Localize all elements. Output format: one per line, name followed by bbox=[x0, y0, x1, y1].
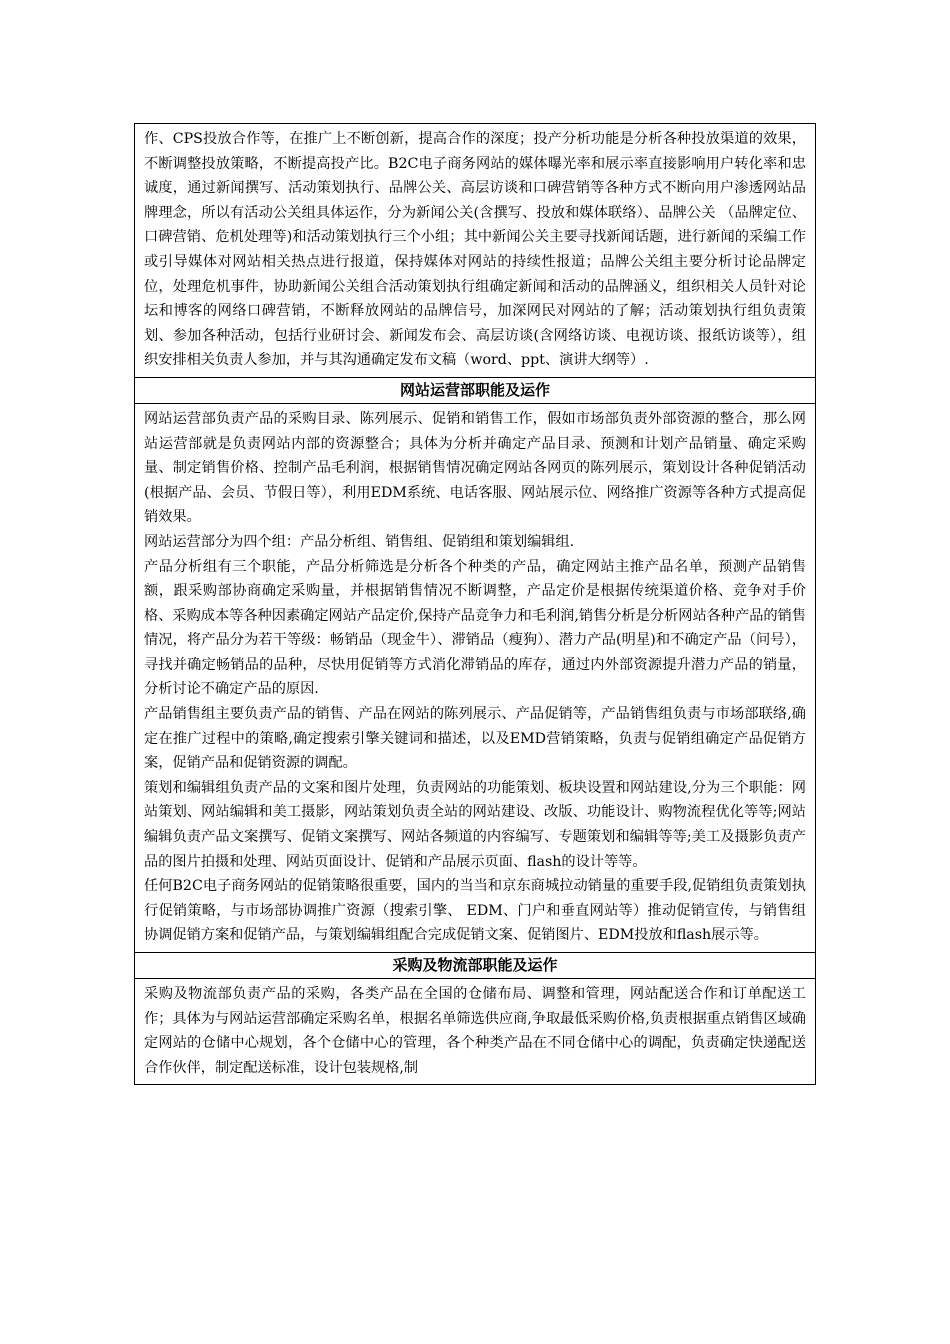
document-table bbox=[134, 123, 816, 1085]
intro-cell bbox=[135, 124, 815, 377]
operations-paragraph-1: 网站运营部负责产品的采购目录、陈列展示、促销和销售工作，假如市场部负责外部资源的整合，那么网站运营部就是负责网站内部的资源整合；具体为分析并确定产品目录、预测和计划产品销量、确定采购量、制定销售价格、控制产品毛利润，根据销售情况确定网站各网页的陈列展示，策划设计各种促销活动(根据产品、会员、节假日等），利用EDM系统、电话客服、网站展示位、网络推广资源等各种方式提高促销效果。 bbox=[144, 410, 806, 526]
intro-paragraph: 作、CPS投放合作等，在推广上不断创新，提高合作的深度；投产分析功能是分析各种投放渠道的效果，不断调整投放策略，不断提高投产比。B2C电子商务网站的媒体曝光率和展示率直接影响用户转化率和忠诚度，通过新闻撰写、活动策划执行、品牌公关、高层访谈和口碑营销等各种方式不断向用户渗透网站品牌理念，所以有活动公关组具体运作，分为新闻公关(含撰写、投放和媒体联络）、品牌公关 （品牌定位、口碑营销、危机处理等)和活动策划执行三个小组；其中新闻公关主要寻找新闻话题，进行新闻的采编工作或引导媒体对网站相关热点进行报道，保持媒体对网站的持续性报道；品牌公关组主要分析讨论品牌定位，处理危机事件，协助新闻公关组合活动策划执行组确定新闻和活动的品牌涵义，组织相关人员针对论坛和博客的网络口碑营销，不断释放网站的品牌信号，加深网民对网站的了解；活动策划执行组负责策划、参加各种活动，包括行业研讨会、新闻发布会、高层访谈(含网络访谈、电视访谈、报纸访谈等），组织安排相关负责人参加，并与其沟通确定发布文稿（word、ppt、演讲大纲等）. bbox=[144, 131, 806, 369]
operations-cell bbox=[135, 404, 815, 952]
operations-paragraph-5: 策划和编辑组负责产品的文案和图片处理，负责网站的功能策划、板块设置和网站建设,分为三个职能：网站策划、网站编辑和美工摄影，网站策划负责全站的网站建设、改版、功能设计、购物流程优化等等;网站编辑负责产品文案撰写、促销文案撰写、网站各频道的内容编写、专题策划和编辑等等;美工及摄影负责产品的图片拍摄和处理、网站页面设计、促销和产品展示页面、flash的设计等等。 bbox=[144, 779, 806, 870]
operations-paragraph-3: 产品分析组有三个职能，产品分析筛选是分析各个种类的产品，确定网站主推产品名单，预测产品销售额，跟采购部协商确定采购量，并根据销售情况不断调整，产品定价是根据传统渠道价格、竞争对手价格、采购成本等各种因素确定网站产品定价,保持产品竞争力和毛利润,销售分析是分析网站各种产品的销售情况，将产品分为若干等级：畅销品（现金牛）、滞销品（瘦狗）、潜力产品(明星)和不确定产品（问号），寻找并确定畅销品的品种，尽快用促销等方式消化滞销品的库存，通过内外部资源提升潜力产品的销量，分析讨论不确定产品的原因. bbox=[144, 558, 806, 698]
procurement-paragraph: 采购及物流部负责产品的采购，各类产品在全国的仓储布局、调整和管理，网站配送合作和订单配送工作；具体为与网站运营部确定采购名单，根据名单筛选供应商,争取最低采购价格,负责根据重点销售区域确定网站的仓储中心规划，各个仓储中心的管理，各个种类产品在不同仓储中心的调配，负责确定快递配送合作伙伴，制定配送标准，设计包装规格,制 bbox=[144, 986, 806, 1076]
operations-paragraph-4: 产品销售组主要负责产品的销售、产品在网站的陈列展示、产品促销等，产品销售组负责与市场部联络,确定在推广过程中的策略,确定搜索引擎关键词和描述，以及EMD营销策略，负责与促销组确定产品促销方案，促销产品和促销资源的调配。 bbox=[144, 706, 806, 772]
procurement-section-title: 采购及物流部职能及运作 bbox=[135, 952, 815, 979]
procurement-cell bbox=[135, 979, 815, 1084]
operations-paragraph-6: 任何B2C电子商务网站的促销策略很重要，国内的当当和京东商城拉动销量的重要手段,促销组负责策划执行促销策略，与市场部协调推广资源（搜索引擎、 EDM、门户和垂直网站等）推动促销宣传，与销售组协调促销方案和促销产品，与策划编辑组配合完成促销文案、促销图片、EDM投放和flash展示等。 bbox=[144, 878, 806, 944]
operations-section-title: 网站运营部职能及运作 bbox=[135, 377, 815, 404]
operations-paragraph-2: 网站运营部分为四个组：产品分析组、销售组、促销组和策划编辑组. bbox=[144, 533, 575, 550]
